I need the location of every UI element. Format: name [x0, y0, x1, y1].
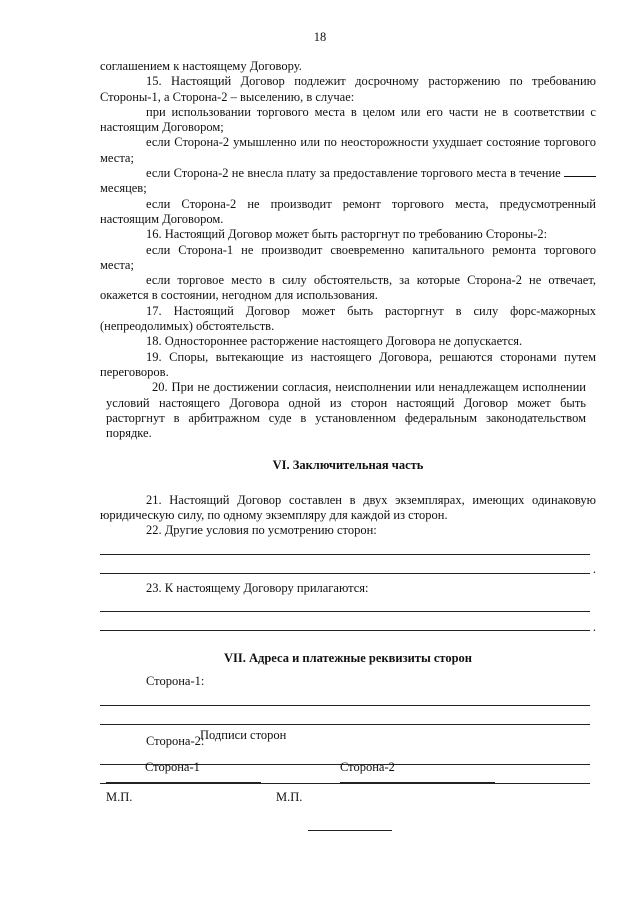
clause-21: 21. Настоящий Договор составлен в двух экземплярах, имеющих одинаковую юридическую силу, по одному экземпляру для каждой из сторон. [100, 492, 596, 523]
signature-line-party-1 [106, 782, 261, 783]
signature-party-1-label: Сторона-1 [145, 760, 200, 774]
clause-17: 17. Настоящий Договор может быть расторгнут в силу форс-мажорных (непреодолимых) обстоятельств. [100, 303, 596, 334]
party-1-line-1 [100, 690, 596, 709]
clause-23: 23. К настоящему Договору прилагаются: [146, 580, 369, 595]
signatures-title: Подписи сторон [200, 728, 287, 742]
months-blank-field [564, 166, 596, 177]
clause-15-case-d: если Сторона-2 не производит ремонт торгового места, предусмотренный настоящим Договором. [100, 196, 596, 226]
clause-15-case-c-end: месяцев; [100, 181, 147, 196]
other-terms-line-2 [100, 558, 596, 577]
stamp-label-party-2: М.П. [276, 790, 303, 804]
clause-15-case-b: если Сторона-2 умышленно или по неосторожности ухудшает состояние торгового места; [100, 135, 596, 165]
signature-party-2-label: Сторона-2 [340, 760, 395, 774]
clause-16: 16. Настоящий Договор может быть расторгнут по требованию Стороны-2: [146, 227, 548, 242]
party-2-label: Сторона-2: [146, 733, 205, 748]
paragraph-continuation: соглашением к настоящему Договору. [100, 59, 302, 73]
clause-18: 18. Одностороннее расторжение настоящего Договора не допускается. [146, 334, 523, 349]
clause-20: 20. При не достижении согласия, неисполнении или ненадлежащем исполнении условий настоящего Договора одной из сторон настоящий Договор может быть расторгнут в арбитражном суде в установленном федеральным законодательством порядке. [106, 380, 586, 441]
clause-22: 22. Другие условия по усмотрению сторон: [146, 523, 377, 538]
page-number: 18 [313, 30, 327, 44]
attachments-line-2 [100, 615, 596, 634]
party-1-label: Сторона-1: [146, 674, 205, 689]
clause-16-case-b: если торговое место в силу обстоятельств, за которые Сторона-2 не отвечает, окажется в состоянии, негодном для использования. [100, 273, 596, 303]
clause-16-case-a: если Сторона-1 не производит своевременно капитального ремонта торгового места; [100, 242, 596, 272]
document-end-line [308, 830, 392, 831]
party-1-line-2 [100, 709, 596, 728]
clause-15-case-c [100, 166, 596, 197]
clause-19: 19. Споры, вытекающие из настоящего Договора, решаются сторонами путем переговоров. [100, 349, 596, 379]
section-6-title: VI. Заключительная часть [272, 458, 424, 473]
line-end-dot: . [592, 562, 596, 577]
line-end-dot: . [592, 619, 596, 634]
signature-line-party-2 [340, 782, 495, 783]
clause-15-case-c-text: если Сторона-2 не внесла плату за предоставление торгового места в течение [146, 166, 561, 181]
stamp-label-party-1: М.П. [106, 790, 133, 804]
section-7-title: VII. Адреса и платежные реквизиты сторон [223, 650, 473, 665]
other-terms-line-1 [100, 539, 596, 558]
clause-15-case-a: при использовании торгового места в целом или его части не в соответствии с настоящим Договором; [100, 104, 596, 135]
clause-15: 15. Настоящий Договор подлежит досрочному расторжению по требованию Стороны-1, а Сторона-2 – выселению, в случае: [100, 74, 596, 104]
attachments-line-1 [100, 596, 596, 615]
document-body [100, 59, 596, 787]
